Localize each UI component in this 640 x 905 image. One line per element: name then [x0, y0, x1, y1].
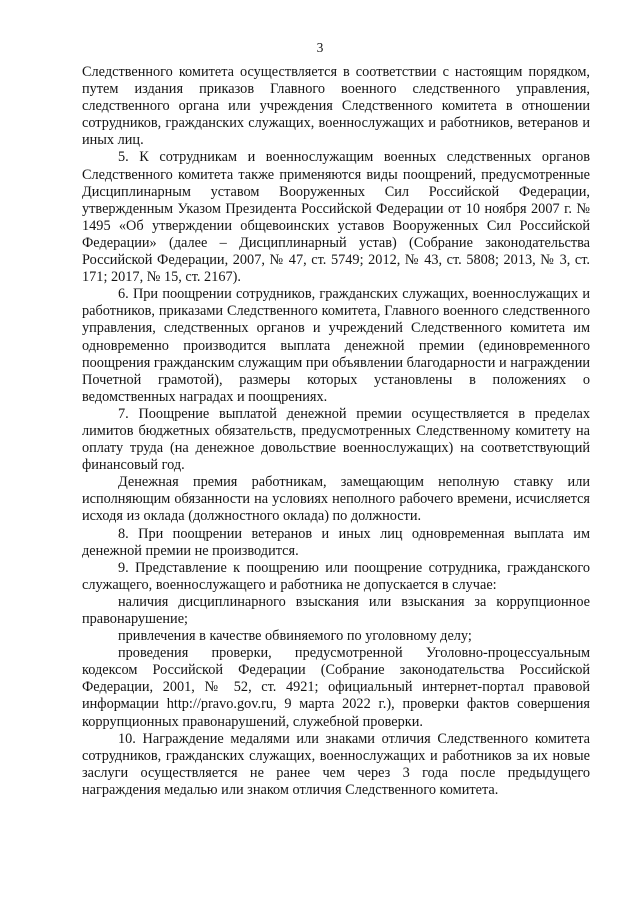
paragraph-item-6: 6. При поощрении сотрудников, гражданских служащих, военнослужащих и работников, приказами Следственного комитета, Главного военного следственного управления, следственных органов и учреждений Следственного комитета им одновременно производится выплата денежной премии (единовременного поощрения гражданским служащим при объявлении благодарности и награждении Почетной грамотой), размеры которых установлены в положениях о ведомственных наградах и поощрениях.	[82, 286, 590, 405]
page-number: 3	[316, 40, 324, 55]
document-body	[82, 64, 590, 799]
paragraph-item-9-case-3: проведения проверки, предусмотренной Уголовно-процессуальным кодексом Российской Федерации (Собрание законодательства Российской Федерации, 2001, № 52, ст. 4921; официальный интернет-портал правовой информации http://pravo.gov.ru, 9 марта 2022 г.), проверки фактов совершения коррупционных правонарушений, служебной проверки.	[82, 645, 590, 730]
paragraph-item-9-case-2: привлечения в качестве обвиняемого по уголовному делу;	[118, 628, 472, 645]
paragraph-item-5: 5. К сотрудникам и военнослужащим военных следственных органов Следственного комитета также применяются виды поощрений, предусмотренные Дисциплинарным уставом Вооруженных Сил Российской Федерации, утвержденным Указом Президента Российской Федерации от 10 ноября 2007 г. № 1495 «Об утверждении общевоинских уставов Вооруженных Сил Российской Федерации» (далее – Дисциплинарный устав) (Собрание законодательства Российской Федерации, 2007, № 47, ст. 5749; 2012, № 43, ст. 5808; 2013, № 3, ст. 171; 2017, № 15, ст. 2167).	[82, 149, 590, 286]
paragraph-item-9-case-1: наличия дисциплинарного взыскания или взыскания за коррупционное правонарушение;	[82, 593, 590, 627]
paragraph-item-9: 9. Представление к поощрению или поощрение сотрудника, гражданского служащего, военнослужащего и работника не допускается в случае:	[82, 559, 590, 593]
paragraph-item-7-note: Денежная премия работникам, замещающим неполную ставку или исполняющим обязанности на условиях неполного рабочего времени, исчисляется исходя из оклада (должностного оклада) по должности.	[82, 474, 590, 525]
paragraph-item-8: 8. При поощрении ветеранов и иных лиц одновременная выплата им денежной премии не производится.	[82, 525, 590, 559]
paragraph-item-7: 7. Поощрение выплатой денежной премии осуществляется в пределах лимитов бюджетных обязательств, предусмотренных Следственному комитету на оплату труда (на денежное довольствие военнослужащих) на соответствующий финансовый год.	[82, 405, 590, 474]
paragraph-item-10: 10. Награждение медалями или знаками отличия Следственного комитета сотрудников, гражданских служащих, военнослужащих и работников за их новые заслуги осуществляется не ранее чем через 3 года после предыдущего награждения медалью или знаком отличия Следственного комитета.	[82, 730, 590, 798]
paragraph-continuation: Следственного комитета осуществляется в соответствии с настоящим порядком, путем издания приказов Главного военного следственного управления, следственного органа или учреждения Следственного комитета в отношении сотрудников, гражданских служащих, военнослужащих и работников, ветеранов и иных лиц.	[82, 64, 590, 149]
